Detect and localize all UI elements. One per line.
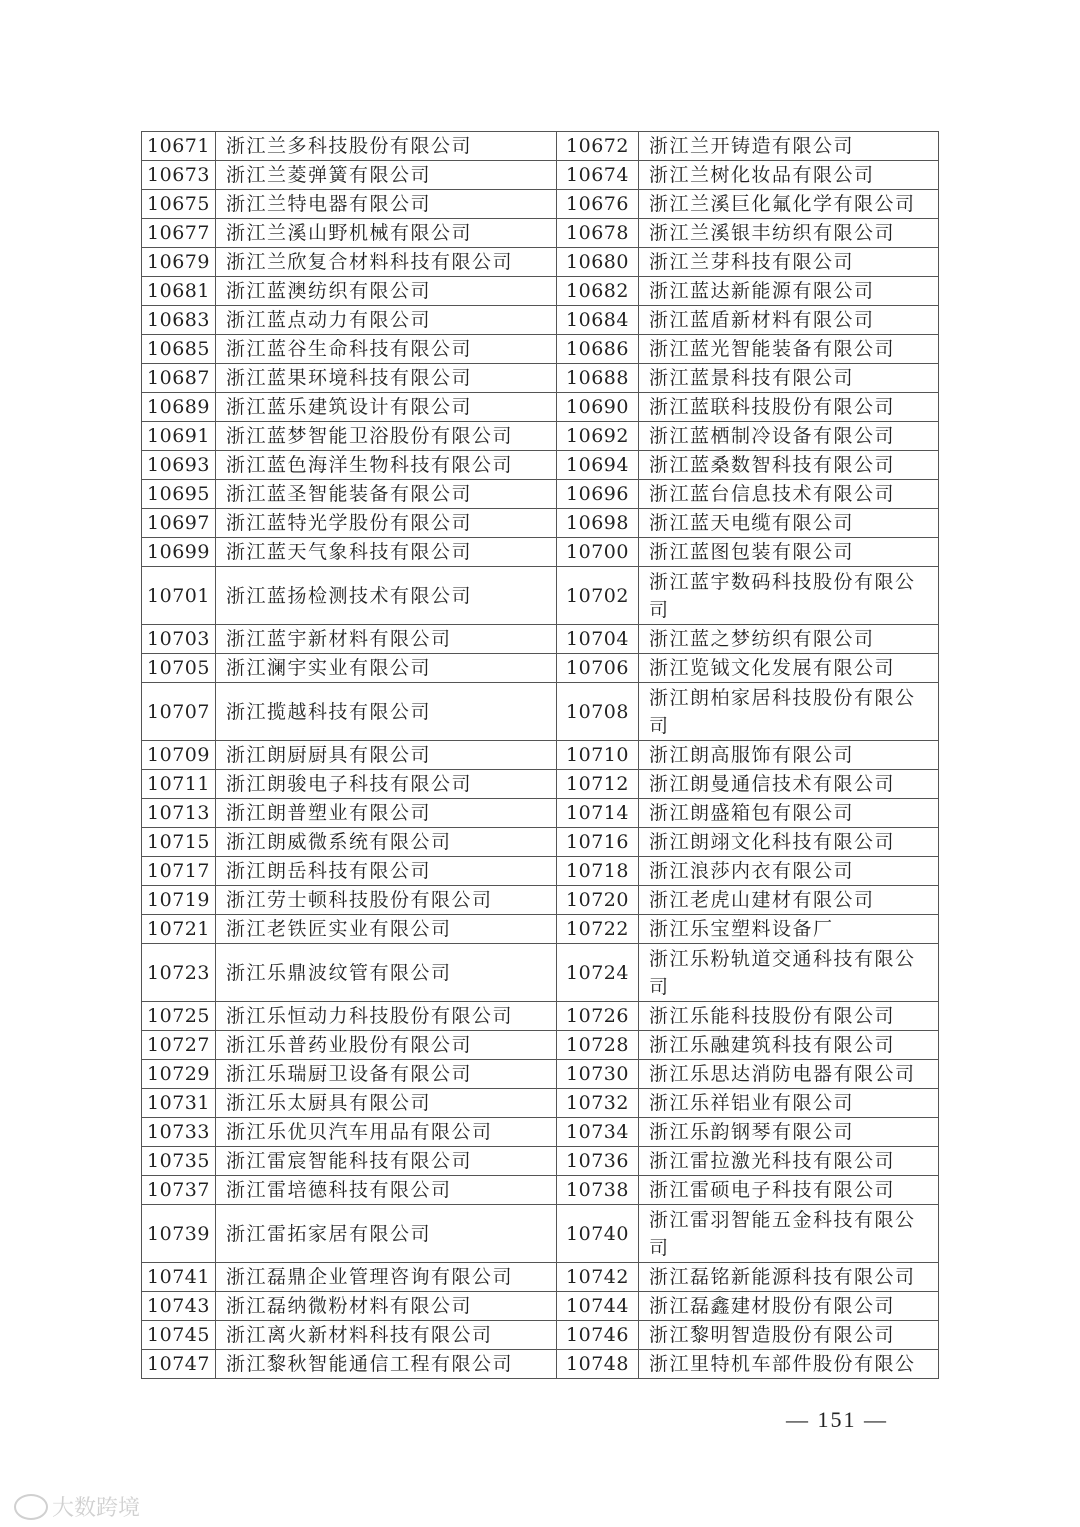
company-list-table xyxy=(141,131,939,1379)
table-row xyxy=(142,1147,939,1176)
company-name-right: 浙江朗高服饰有限公司 xyxy=(639,741,939,770)
table-row xyxy=(142,799,939,828)
row-number-right: 10678 xyxy=(557,219,639,248)
row-number-right: 10732 xyxy=(557,1089,639,1118)
row-number-left: 10685 xyxy=(142,335,216,364)
row-number-left: 10729 xyxy=(142,1060,216,1089)
row-number-left: 10689 xyxy=(142,393,216,422)
row-number-right: 10706 xyxy=(557,654,639,683)
row-number-right: 10730 xyxy=(557,1060,639,1089)
row-number-left: 10691 xyxy=(142,422,216,451)
row-number-left: 10711 xyxy=(142,770,216,799)
row-number-left: 10747 xyxy=(142,1350,216,1379)
company-name-right: 浙江蓝天电缆有限公司 xyxy=(639,509,939,538)
table-row xyxy=(142,132,939,161)
company-name-right: 浙江蓝景科技有限公司 xyxy=(639,364,939,393)
row-number-left: 10679 xyxy=(142,248,216,277)
company-name-left: 浙江老铁匠实业有限公司 xyxy=(216,915,557,944)
company-name-right: 浙江乐融建筑科技有限公司 xyxy=(639,1031,939,1060)
row-number-right: 10720 xyxy=(557,886,639,915)
row-number-right: 10716 xyxy=(557,828,639,857)
company-name-right: 浙江朗曼通信技术有限公司 xyxy=(639,770,939,799)
row-number-left: 10743 xyxy=(142,1292,216,1321)
row-number-left: 10713 xyxy=(142,799,216,828)
company-name-left: 浙江乐瑞厨卫设备有限公司 xyxy=(216,1060,557,1089)
company-name-left: 浙江乐恒动力科技股份有限公司 xyxy=(216,1002,557,1031)
table-row xyxy=(142,683,939,741)
table-row xyxy=(142,1321,939,1350)
company-name-right: 浙江蓝台信息技术有限公司 xyxy=(639,480,939,509)
company-name-right: 浙江乐能科技股份有限公司 xyxy=(639,1002,939,1031)
company-name-left: 浙江蓝澳纺织有限公司 xyxy=(216,277,557,306)
row-number-right: 10676 xyxy=(557,190,639,219)
row-number-left: 10705 xyxy=(142,654,216,683)
row-number-left: 10675 xyxy=(142,190,216,219)
row-number-left: 10741 xyxy=(142,1263,216,1292)
row-number-left: 10719 xyxy=(142,886,216,915)
company-name-right: 浙江雷羽智能五金科技有限公司 xyxy=(639,1205,939,1263)
row-number-left: 10699 xyxy=(142,538,216,567)
company-name-left: 浙江兰特电器有限公司 xyxy=(216,190,557,219)
row-number-left: 10701 xyxy=(142,567,216,625)
company-name-right: 浙江兰芽科技有限公司 xyxy=(639,248,939,277)
company-name-right: 浙江兰溪巨化氟化学有限公司 xyxy=(639,190,939,219)
table-row xyxy=(142,538,939,567)
company-name-left: 浙江兰多科技股份有限公司 xyxy=(216,132,557,161)
company-name-right: 浙江蓝盾新材料有限公司 xyxy=(639,306,939,335)
company-name-left: 浙江磊鼎企业管理咨询有限公司 xyxy=(216,1263,557,1292)
company-name-right: 浙江兰树化妆品有限公司 xyxy=(639,161,939,190)
row-number-left: 10671 xyxy=(142,132,216,161)
company-name-right: 浙江蓝宇数码科技股份有限公司 xyxy=(639,567,939,625)
row-number-left: 10723 xyxy=(142,944,216,1002)
company-name-right: 浙江浪莎内衣有限公司 xyxy=(639,857,939,886)
company-name-left: 浙江乐普药业股份有限公司 xyxy=(216,1031,557,1060)
company-name-right: 浙江蓝之梦纺织有限公司 xyxy=(639,625,939,654)
table-row xyxy=(142,422,939,451)
table-row xyxy=(142,741,939,770)
row-number-right: 10746 xyxy=(557,1321,639,1350)
row-number-right: 10704 xyxy=(557,625,639,654)
company-name-right: 浙江蓝达新能源有限公司 xyxy=(639,277,939,306)
company-name-left: 浙江蓝色海洋生物科技有限公司 xyxy=(216,451,557,480)
row-number-right: 10724 xyxy=(557,944,639,1002)
company-name-right: 浙江磊鑫建材股份有限公司 xyxy=(639,1292,939,1321)
company-name-right: 浙江蓝桑数智科技有限公司 xyxy=(639,451,939,480)
table-row xyxy=(142,828,939,857)
company-name-left: 浙江澜宇实业有限公司 xyxy=(216,654,557,683)
row-number-right: 10744 xyxy=(557,1292,639,1321)
page-number: — 151 — xyxy=(786,1407,888,1432)
company-name-right: 浙江老虎山建材有限公司 xyxy=(639,886,939,915)
table-row xyxy=(142,944,939,1002)
watermark xyxy=(14,1491,140,1522)
company-name-left: 浙江蓝扬检测技术有限公司 xyxy=(216,567,557,625)
row-number-left: 10745 xyxy=(142,1321,216,1350)
table-row xyxy=(142,886,939,915)
table-row xyxy=(142,364,939,393)
table-row xyxy=(142,770,939,799)
row-number-right: 10688 xyxy=(557,364,639,393)
company-name-left: 浙江朗普塑业有限公司 xyxy=(216,799,557,828)
company-name-right: 浙江览钺文化发展有限公司 xyxy=(639,654,939,683)
row-number-left: 10731 xyxy=(142,1089,216,1118)
table-row xyxy=(142,1060,939,1089)
row-number-right: 10686 xyxy=(557,335,639,364)
company-name-left: 浙江乐优贝汽车用品有限公司 xyxy=(216,1118,557,1147)
row-number-right: 10726 xyxy=(557,1002,639,1031)
table-row xyxy=(142,1292,939,1321)
row-number-left: 10715 xyxy=(142,828,216,857)
company-name-right: 浙江乐宝塑料设备厂 xyxy=(639,915,939,944)
row-number-right: 10738 xyxy=(557,1176,639,1205)
table-row xyxy=(142,451,939,480)
table-row xyxy=(142,1176,939,1205)
company-name-left: 浙江离火新材料科技有限公司 xyxy=(216,1321,557,1350)
company-name-left: 浙江蓝谷生命科技有限公司 xyxy=(216,335,557,364)
company-name-left: 浙江蓝梦智能卫浴股份有限公司 xyxy=(216,422,557,451)
row-number-right: 10742 xyxy=(557,1263,639,1292)
company-name-left: 浙江蓝果环境科技有限公司 xyxy=(216,364,557,393)
company-name-right: 浙江蓝图包装有限公司 xyxy=(639,538,939,567)
table-row xyxy=(142,509,939,538)
row-number-right: 10682 xyxy=(557,277,639,306)
company-name-right: 浙江朗翊文化科技有限公司 xyxy=(639,828,939,857)
row-number-right: 10710 xyxy=(557,741,639,770)
table-row xyxy=(142,915,939,944)
table-row xyxy=(142,277,939,306)
company-name-left: 浙江劳士顿科技股份有限公司 xyxy=(216,886,557,915)
company-name-right: 浙江雷拉激光科技有限公司 xyxy=(639,1147,939,1176)
row-number-right: 10748 xyxy=(557,1350,639,1379)
row-number-right: 10692 xyxy=(557,422,639,451)
row-number-right: 10674 xyxy=(557,161,639,190)
company-name-left: 浙江揽越科技有限公司 xyxy=(216,683,557,741)
row-number-left: 10707 xyxy=(142,683,216,741)
table-row xyxy=(142,219,939,248)
table-row xyxy=(142,567,939,625)
company-name-left: 浙江蓝宇新材料有限公司 xyxy=(216,625,557,654)
company-name-left: 浙江兰菱弹簧有限公司 xyxy=(216,161,557,190)
row-number-right: 10722 xyxy=(557,915,639,944)
company-name-right: 浙江蓝栖制冷设备有限公司 xyxy=(639,422,939,451)
company-name-left: 浙江蓝天气象科技有限公司 xyxy=(216,538,557,567)
row-number-right: 10712 xyxy=(557,770,639,799)
company-name-left: 浙江雷培德科技有限公司 xyxy=(216,1176,557,1205)
table-row xyxy=(142,393,939,422)
row-number-right: 10700 xyxy=(557,538,639,567)
row-number-right: 10698 xyxy=(557,509,639,538)
row-number-left: 10717 xyxy=(142,857,216,886)
row-number-right: 10684 xyxy=(557,306,639,335)
row-number-right: 10740 xyxy=(557,1205,639,1263)
company-name-right: 浙江黎明智造股份有限公司 xyxy=(639,1321,939,1350)
company-name-right: 浙江乐思达消防电器有限公司 xyxy=(639,1060,939,1089)
row-number-left: 10725 xyxy=(142,1002,216,1031)
table-row xyxy=(142,1002,939,1031)
row-number-right: 10728 xyxy=(557,1031,639,1060)
company-name-left: 浙江磊纳微粉材料有限公司 xyxy=(216,1292,557,1321)
table-row xyxy=(142,306,939,335)
row-number-left: 10673 xyxy=(142,161,216,190)
company-name-left: 浙江朗厨厨具有限公司 xyxy=(216,741,557,770)
row-number-left: 10697 xyxy=(142,509,216,538)
table-row xyxy=(142,161,939,190)
row-number-left: 10727 xyxy=(142,1031,216,1060)
table-row xyxy=(142,654,939,683)
row-number-left: 10687 xyxy=(142,364,216,393)
company-name-right: 浙江乐粉轨道交通科技有限公司 xyxy=(639,944,939,1002)
company-name-left: 浙江蓝点动力有限公司 xyxy=(216,306,557,335)
row-number-left: 10733 xyxy=(142,1118,216,1147)
company-name-left: 浙江兰欣复合材料科技有限公司 xyxy=(216,248,557,277)
table-row xyxy=(142,335,939,364)
company-name-left: 浙江蓝乐建筑设计有限公司 xyxy=(216,393,557,422)
row-number-right: 10672 xyxy=(557,132,639,161)
company-name-left: 浙江朗骏电子科技有限公司 xyxy=(216,770,557,799)
row-number-right: 10708 xyxy=(557,683,639,741)
row-number-left: 10683 xyxy=(142,306,216,335)
company-name-right: 浙江兰溪银丰纺织有限公司 xyxy=(639,219,939,248)
row-number-right: 10690 xyxy=(557,393,639,422)
table-row xyxy=(142,625,939,654)
table-row xyxy=(142,857,939,886)
table-row xyxy=(142,480,939,509)
company-name-left: 浙江雷拓家居有限公司 xyxy=(216,1205,557,1263)
company-name-left: 浙江兰溪山野机械有限公司 xyxy=(216,219,557,248)
company-name-right: 浙江里特机车部件股份有限公 xyxy=(639,1350,939,1379)
company-name-right: 浙江乐韵钢琴有限公司 xyxy=(639,1118,939,1147)
company-name-left: 浙江乐太厨具有限公司 xyxy=(216,1089,557,1118)
company-name-left: 浙江朗威微系统有限公司 xyxy=(216,828,557,857)
row-number-left: 10735 xyxy=(142,1147,216,1176)
row-number-right: 10696 xyxy=(557,480,639,509)
row-number-right: 10718 xyxy=(557,857,639,886)
row-number-right: 10694 xyxy=(557,451,639,480)
company-name-left: 浙江蓝圣智能装备有限公司 xyxy=(216,480,557,509)
row-number-right: 10734 xyxy=(557,1118,639,1147)
row-number-left: 10681 xyxy=(142,277,216,306)
company-name-left: 浙江乐鼎波纹管有限公司 xyxy=(216,944,557,1002)
company-name-right: 浙江蓝光智能装备有限公司 xyxy=(639,335,939,364)
row-number-left: 10721 xyxy=(142,915,216,944)
watermark-text: 大数跨境 xyxy=(52,1496,141,1521)
company-name-right: 浙江乐祥铝业有限公司 xyxy=(639,1089,939,1118)
watermark-logo-icon xyxy=(14,1494,48,1520)
table-row xyxy=(142,1118,939,1147)
company-list-body xyxy=(142,132,939,1379)
table-row xyxy=(142,1350,939,1379)
row-number-right: 10714 xyxy=(557,799,639,828)
company-name-left: 浙江雷宸智能科技有限公司 xyxy=(216,1147,557,1176)
row-number-right: 10680 xyxy=(557,248,639,277)
row-number-left: 10693 xyxy=(142,451,216,480)
table-row xyxy=(142,248,939,277)
row-number-left: 10703 xyxy=(142,625,216,654)
company-name-right: 浙江朗盛箱包有限公司 xyxy=(639,799,939,828)
company-name-right: 浙江朗柏家居科技股份有限公司 xyxy=(639,683,939,741)
company-name-left: 浙江黎秋智能通信工程有限公司 xyxy=(216,1350,557,1379)
company-name-left: 浙江朗岳科技有限公司 xyxy=(216,857,557,886)
row-number-right: 10736 xyxy=(557,1147,639,1176)
row-number-left: 10737 xyxy=(142,1176,216,1205)
row-number-right: 10702 xyxy=(557,567,639,625)
row-number-left: 10739 xyxy=(142,1205,216,1263)
table-row xyxy=(142,1263,939,1292)
table-row xyxy=(142,1205,939,1263)
company-name-right: 浙江雷硕电子科技有限公司 xyxy=(639,1176,939,1205)
table-row xyxy=(142,1031,939,1060)
row-number-left: 10677 xyxy=(142,219,216,248)
company-name-left: 浙江蓝特光学股份有限公司 xyxy=(216,509,557,538)
row-number-left: 10709 xyxy=(142,741,216,770)
table-row xyxy=(142,1089,939,1118)
table-row xyxy=(142,190,939,219)
company-name-right: 浙江兰开铸造有限公司 xyxy=(639,132,939,161)
company-name-right: 浙江磊铭新能源科技有限公司 xyxy=(639,1263,939,1292)
company-name-right: 浙江蓝联科技股份有限公司 xyxy=(639,393,939,422)
row-number-left: 10695 xyxy=(142,480,216,509)
